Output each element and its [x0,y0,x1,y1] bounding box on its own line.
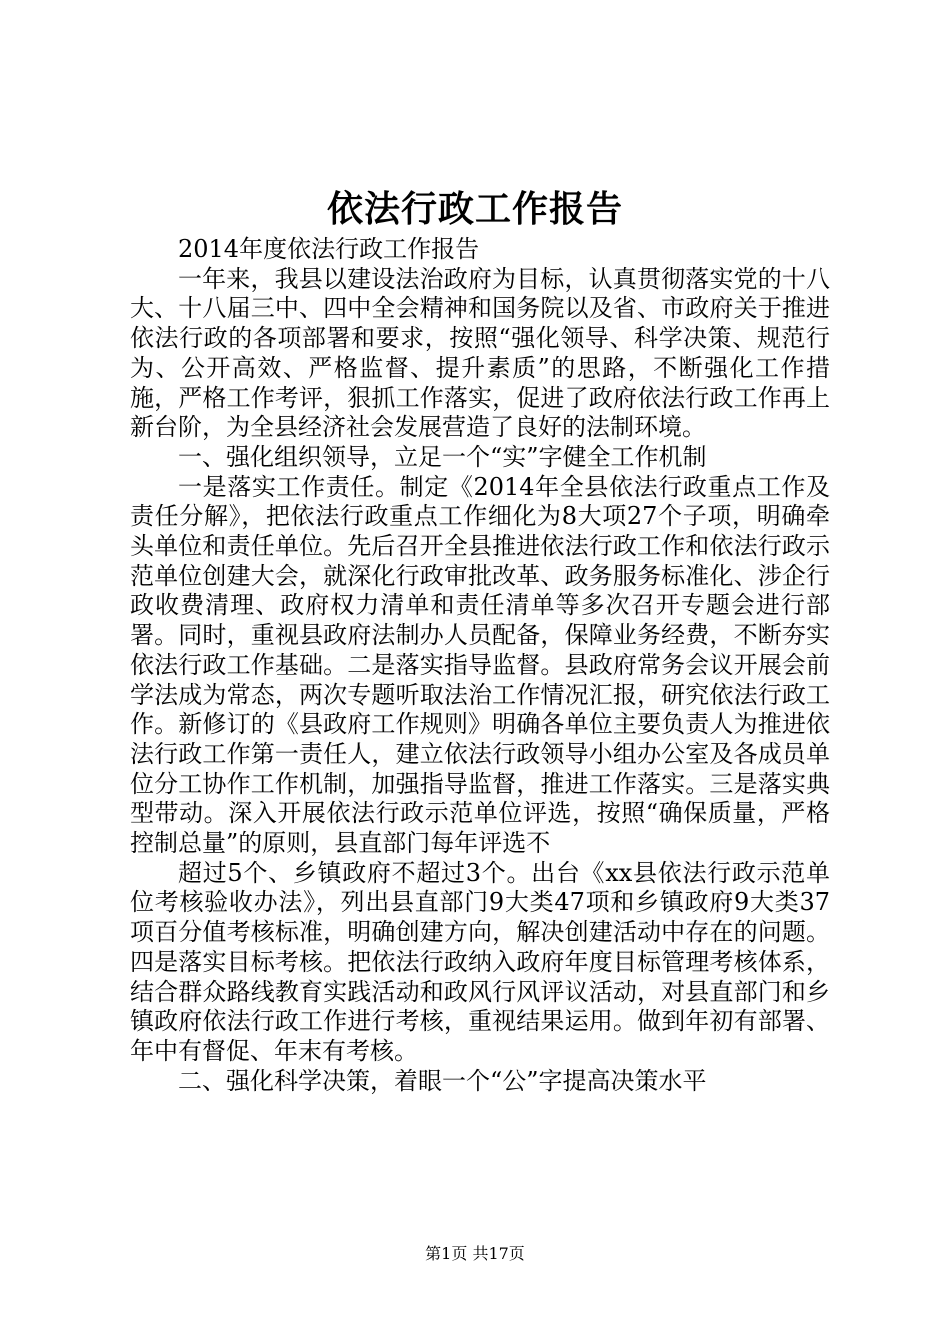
body-paragraph: 一是落实工作责任。制定《2014年全县依法行政重点工作及责任分解》，把依法行政重点工作细化为8大项27个子项，明确牵头单位和责任单位。先后召开全县推进依法行政工作和依法行政示范单位创建大会，就深化行政审批改革、政务服务标准化、涉企行政收费清理、政府权力清单和责任清单等多次召开专题会进行部署。同时，重视县政府法制办人员配备，保障业务经费，不断夯实依法行政工作基础。二是落实指导监督。县政府常务会议开展会前学法成为常态，两次专题听取法治工作情况汇报，研究依法行政工作。新修订的《县政府工作规则》明确各单位主要负责人为推进依法行政工作第一责任人，建立依法行政领导小组办公室及各成员单位分工协作工作机制，加强指导监督，推进工作落实。三是落实典型带动。深入开展依法行政示范单位评选，按照“确保质量，严格控制总量”的原则，县直部门每年评选不 [130,472,830,858]
body-paragraph: 一年来，我县以建设法治政府为目标，认真贯彻落实党的十八大、十八届三中、四中全会精神和国务院以及省、市政府关于推进依法行政的各项部署和要求，按照“强化领导、科学决策、规范行为、公开高效、严格监督、提升素质”的思路，不断强化工作措施，严格工作考评，狠抓工作落实，促进了政府依法行政工作再上新台阶，为全县经济社会发展营造了良好的法制环境。 [130,264,830,442]
document-title: 依法行政工作报告 [326,188,623,230]
body-paragraph: 超过5个、乡镇政府不超过3个。出台《xx县依法行政示范单位考核验收办法》，列出县直部门9大类47项和乡镇政府9大类37项百分值考核标准，明确创建方向，解决创建活动中存在的问题。四是落实目标考核。把依法行政纳入政府年度目标管理考核体系，结合群众路线教育实践活动和政风行风评议活动，对县直部门和乡镇政府依法行政工作进行考核，重视结果运用。做到年初有部署、年中有督促、年末有考核。 [130,858,830,1065]
report-subtitle: 2014年度依法行政工作报告 [178,235,480,263]
section-heading: 一、强化组织领导，立足一个“实”字健全工作机制 [178,442,707,471]
section-heading: 二、强化科学决策，着眼一个“公”字提高决策水平 [178,1066,707,1095]
document-body [130,235,830,1096]
page-number-footer: 第1页 共17页 [425,1244,525,1263]
